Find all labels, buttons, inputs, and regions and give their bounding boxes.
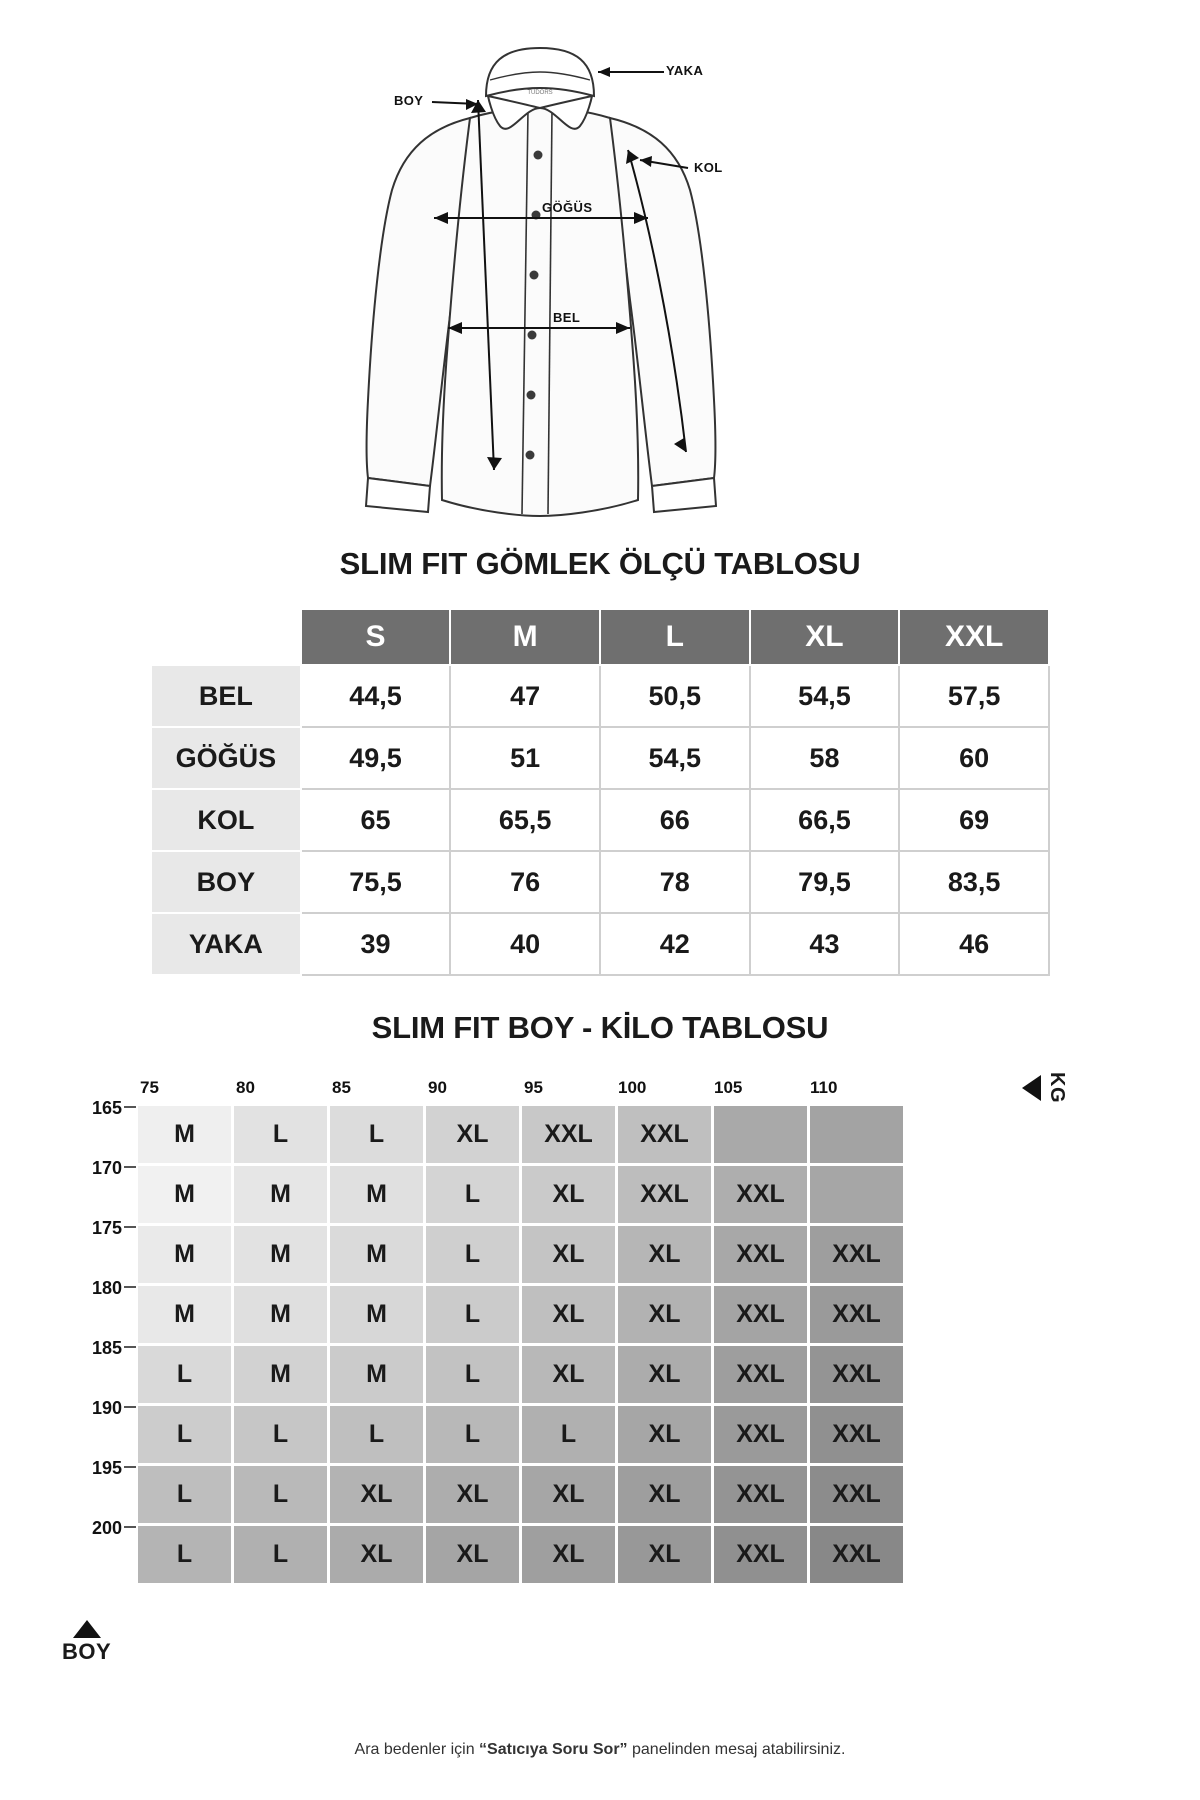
shirt-diagram <box>0 0 1200 540</box>
svg-text:TUDORS: TUDORS <box>527 90 553 96</box>
cell-boy-l: 78 <box>600 851 750 913</box>
cell-gogus-l: 54,5 <box>600 727 750 789</box>
cell-gogus-s: 49,5 <box>301 727 451 789</box>
size-cell: L <box>426 1406 519 1463</box>
table-corner-cell <box>151 609 301 665</box>
footnote-suffix: panelinden mesaj atabilirsiniz. <box>627 1741 846 1758</box>
kg-tick-90: 90 <box>428 1078 447 1097</box>
cell-gogus-xxl: 60 <box>899 727 1049 789</box>
size-cell: XL <box>618 1526 711 1583</box>
measurement-table-title: SLIM FIT GÖMLEK ÖLÇÜ TABLOSU <box>339 546 861 581</box>
cell-kol-xl: 66,5 <box>750 789 900 851</box>
size-cell: L <box>330 1106 423 1163</box>
boy-axis-label: BOY <box>62 1639 112 1664</box>
boy-tick-mark-175 <box>124 1226 136 1228</box>
kg-tick-85: 85 <box>332 1078 351 1097</box>
boy-arrow-icon <box>73 1620 101 1638</box>
cell-gogus-xl: 58 <box>750 727 900 789</box>
cell-kol-s: 65 <box>301 789 451 851</box>
size-matrix <box>138 1106 903 1583</box>
cell-yaka-l: 42 <box>600 913 750 975</box>
cell-boy-xl: 79,5 <box>750 851 900 913</box>
size-cell: XXL <box>714 1166 807 1223</box>
kg-arrow-icon <box>1022 1075 1041 1101</box>
size-cell: M <box>234 1286 327 1343</box>
size-cell: XL <box>426 1106 519 1163</box>
kg-axis-arrow <box>1022 1072 1068 1103</box>
size-cell: XXL <box>522 1106 615 1163</box>
boy-tick-165: 165 <box>91 1098 122 1118</box>
size-cell: XL <box>618 1286 711 1343</box>
row-label-kol: KOL <box>151 789 301 851</box>
cell-kol-l: 66 <box>600 789 750 851</box>
boy-tick-mark-200 <box>124 1526 136 1528</box>
cell-bel-xl: 54,5 <box>750 665 900 727</box>
kg-tick-95: 95 <box>524 1078 543 1097</box>
size-cell: L <box>138 1346 231 1403</box>
size-cell: XXL <box>618 1106 711 1163</box>
size-header-m: M <box>450 609 600 665</box>
size-cell: XL <box>618 1466 711 1523</box>
weight-height-grid-container <box>0 1064 1200 1684</box>
size-cell: XXL <box>714 1346 807 1403</box>
size-cell: XXL <box>714 1286 807 1343</box>
size-header-xl: XL <box>750 609 900 665</box>
size-cell: XXL <box>810 1526 903 1583</box>
size-cell: L <box>330 1406 423 1463</box>
cell-bel-xxl: 57,5 <box>899 665 1049 727</box>
row-label-boy: BOY <box>151 851 301 913</box>
size-cell: XXL <box>714 1526 807 1583</box>
size-cell <box>810 1166 903 1223</box>
boy-tick-200: 200 <box>91 1518 122 1538</box>
row-label-yaka: YAKA <box>151 913 301 975</box>
size-cell: XXL <box>810 1226 903 1283</box>
size-cell: L <box>234 1526 327 1583</box>
kg-tick-110: 110 <box>810 1078 838 1097</box>
cell-yaka-m: 40 <box>450 913 600 975</box>
boy-tick-mark-190 <box>124 1406 136 1408</box>
size-cell: XL <box>522 1466 615 1523</box>
table-row <box>151 851 1049 913</box>
size-cell: M <box>330 1226 423 1283</box>
label-yaka: YAKA <box>666 63 704 78</box>
size-cell: XXL <box>618 1166 711 1223</box>
size-cell: M <box>330 1166 423 1223</box>
size-cell: L <box>234 1106 327 1163</box>
size-cell: XL <box>522 1286 615 1343</box>
size-cell: XXL <box>810 1286 903 1343</box>
size-cell: XL <box>426 1526 519 1583</box>
size-cell: L <box>138 1406 231 1463</box>
size-cell: XL <box>522 1526 615 1583</box>
kg-tick-80: 80 <box>236 1078 255 1097</box>
size-cell: M <box>138 1166 231 1223</box>
kg-tick-105: 105 <box>714 1078 743 1097</box>
cell-bel-s: 44,5 <box>301 665 451 727</box>
cell-boy-xxl: 83,5 <box>899 851 1049 913</box>
footnote <box>0 1741 1200 1759</box>
boy-tick-mark-170 <box>124 1166 136 1168</box>
cell-gogus-m: 51 <box>450 727 600 789</box>
label-kol: KOL <box>694 160 723 175</box>
size-cell: M <box>138 1226 231 1283</box>
footnote-emphasis: “Satıcıya Soru Sor” <box>479 1741 628 1758</box>
size-cell: XL <box>522 1346 615 1403</box>
kg-axis-label: KG <box>1046 1072 1068 1103</box>
kg-tick-100: 100 <box>618 1078 647 1097</box>
size-header-xxl: XXL <box>899 609 1049 665</box>
label-gogus: GÖĞÜS <box>542 200 593 215</box>
kg-tick-75: 75 <box>140 1078 159 1097</box>
size-header-s: S <box>301 609 451 665</box>
table-header-row <box>151 609 1049 665</box>
size-cell: L <box>426 1226 519 1283</box>
weight-table-title: SLIM FIT BOY - KİLO TABLOSU <box>371 1010 829 1045</box>
cell-kol-xxl: 69 <box>899 789 1049 851</box>
footnote-prefix: Ara bedenler için <box>354 1741 480 1758</box>
table-row <box>151 913 1049 975</box>
cell-bel-l: 50,5 <box>600 665 750 727</box>
size-cell: XL <box>618 1226 711 1283</box>
boy-tick-185: 185 <box>91 1338 122 1358</box>
row-label-bel: BEL <box>151 665 301 727</box>
size-cell: XXL <box>714 1226 807 1283</box>
size-cell: L <box>138 1466 231 1523</box>
size-cell: XL <box>330 1526 423 1583</box>
cell-boy-m: 76 <box>450 851 600 913</box>
size-cell: M <box>330 1286 423 1343</box>
size-cell: L <box>234 1466 327 1523</box>
cell-yaka-xxl: 46 <box>899 913 1049 975</box>
size-cell: XXL <box>714 1466 807 1523</box>
size-cell: L <box>426 1346 519 1403</box>
cell-bel-m: 47 <box>450 665 600 727</box>
size-cell: XL <box>618 1406 711 1463</box>
boy-tick-mark-185 <box>124 1346 136 1348</box>
boy-tick-170: 170 <box>91 1158 122 1178</box>
size-header-l: L <box>600 609 750 665</box>
boy-tick-195: 195 <box>91 1458 122 1478</box>
size-cell: XXL <box>810 1466 903 1523</box>
size-cell <box>810 1106 903 1163</box>
size-cell: XL <box>522 1166 615 1223</box>
size-cell: XXL <box>714 1406 807 1463</box>
size-cell: XXL <box>810 1406 903 1463</box>
size-cell: M <box>330 1346 423 1403</box>
size-cell: XL <box>330 1466 423 1523</box>
size-cell <box>714 1106 807 1163</box>
measurement-table <box>150 608 1050 976</box>
cell-kol-m: 65,5 <box>450 789 600 851</box>
row-label-gogus: GÖĞÜS <box>151 727 301 789</box>
size-cell: XL <box>522 1226 615 1283</box>
boy-tick-mark-195 <box>124 1466 136 1468</box>
shirt-illustration <box>0 0 1200 540</box>
size-cell: M <box>234 1166 327 1223</box>
measurement-table-container <box>0 608 1200 976</box>
table-row <box>151 789 1049 851</box>
boy-tick-180: 180 <box>91 1278 122 1298</box>
label-bel: BEL <box>553 310 581 325</box>
cell-boy-s: 75,5 <box>301 851 451 913</box>
boy-tick-mark-180 <box>124 1286 136 1288</box>
size-cell: XL <box>618 1346 711 1403</box>
label-boy: BOY <box>394 93 424 108</box>
cell-yaka-s: 39 <box>301 913 451 975</box>
table-row <box>151 727 1049 789</box>
size-cell: M <box>138 1286 231 1343</box>
size-cell: L <box>426 1286 519 1343</box>
boy-tick-mark-165 <box>124 1106 136 1108</box>
cell-yaka-xl: 43 <box>750 913 900 975</box>
size-cell: L <box>234 1406 327 1463</box>
size-cell: M <box>234 1346 327 1403</box>
boy-axis-arrow <box>62 1620 111 1665</box>
boy-tick-190: 190 <box>91 1398 122 1418</box>
size-cell: XL <box>426 1466 519 1523</box>
size-cell: XXL <box>810 1346 903 1403</box>
size-cell: L <box>426 1166 519 1223</box>
boy-tick-175: 175 <box>91 1218 122 1238</box>
size-cell: M <box>138 1106 231 1163</box>
size-cell: M <box>234 1226 327 1283</box>
size-cell: L <box>138 1526 231 1583</box>
table-row <box>151 665 1049 727</box>
size-cell: L <box>522 1406 615 1463</box>
